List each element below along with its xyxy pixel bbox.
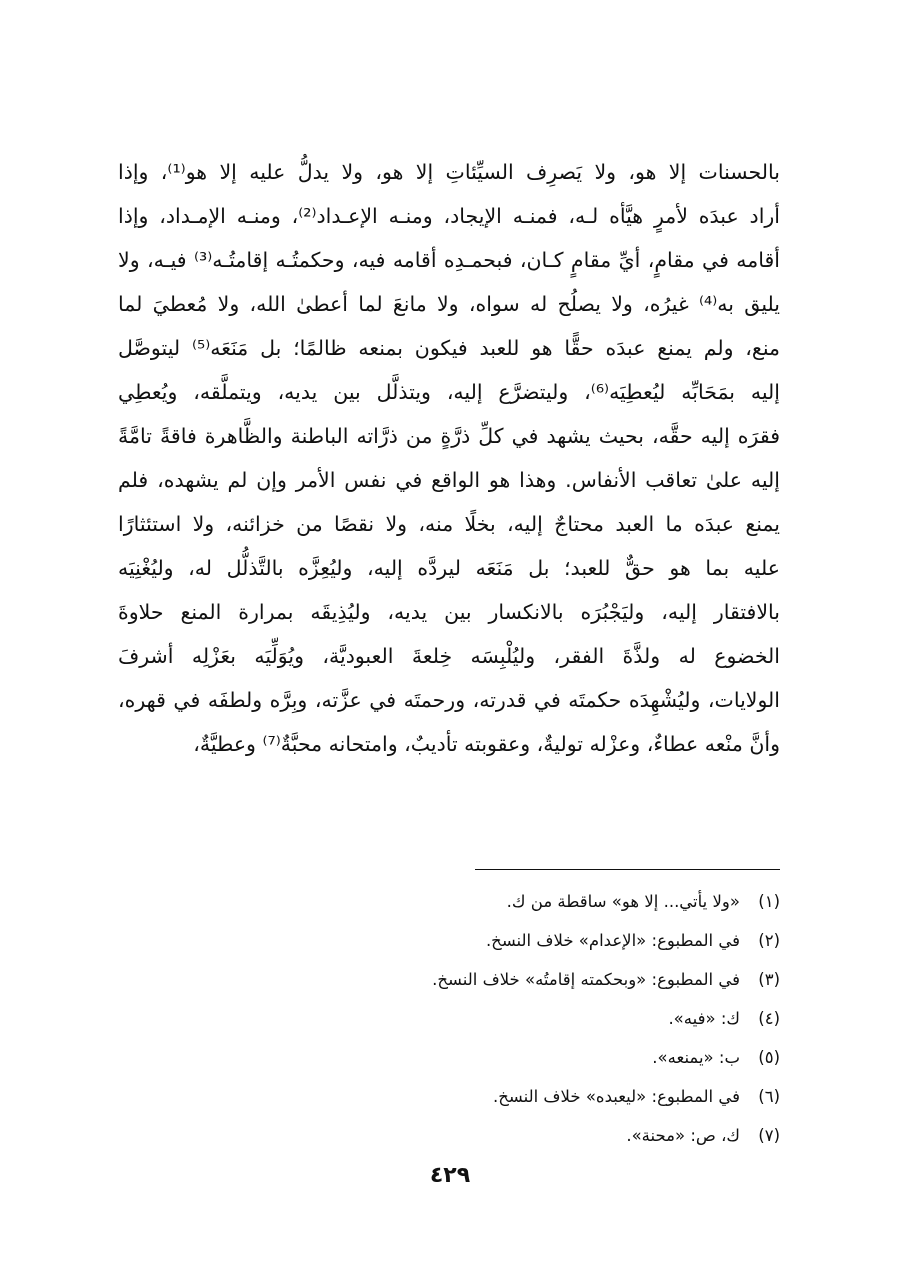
footnote-number: (٥) — [758, 1048, 780, 1067]
footnote-number: (٢) — [758, 931, 780, 950]
footnote-number: (٦) — [758, 1087, 780, 1106]
footnote-number: (٧) — [758, 1126, 780, 1145]
footnote-text: في المطبوع: «ليعبده» خلاف النسخ. — [492, 1087, 740, 1106]
text-line: بالحسنات إلا هو، ولا يَصرِف السيِّئاتِ إلا هو، ولا يدلُّ عليه إلا هو⁽¹⁾، وإذا — [118, 160, 780, 184]
footnote-number: (٣) — [758, 970, 780, 989]
text-line: فقرَه إليه حقَّه، بحيث يشهد في كلِّ ذرَّةٍ من ذرَّاته الباطنة والظَّاهرة فاقةً تامَّةً — [118, 424, 780, 448]
footnote — [118, 882, 780, 921]
footnote-separator — [475, 869, 780, 870]
text-line: أقامه في مقامٍ، أيِّ مقامٍ كـان، فبحمـدِه أقامه فيه، وحكمتُـه إقامتُـه⁽³⁾ فيـه، ولا — [118, 248, 780, 272]
footnote — [118, 1038, 780, 1077]
footnote — [118, 1116, 780, 1155]
text-line: إليه علىٰ تعاقب الأنفاس. وهذا هو الواقع في نفس الأمر وإن لم يشهده، فلم — [118, 468, 780, 492]
text-line: أراد عبدَه لأمرٍ هيَّأه لـه، فمنـه الإيجاد، ومنـه الإعـداد⁽²⁾، ومنـه الإمـداد، وإذا — [118, 204, 780, 228]
text-line: عليه بما هو حقٌّ للعبد؛ بل مَنَعَه ليردَّه إليه، وليُعِزَّه بالتَّذلُّل له، وليُغْنِيَه — [118, 556, 780, 580]
footnotes — [118, 882, 780, 1155]
footnote — [118, 999, 780, 1038]
footnote — [118, 1077, 780, 1116]
footnote — [118, 921, 780, 960]
footnote-text: في المطبوع: «الإعدام» خلاف النسخ. — [485, 931, 740, 950]
text-line: الخضوع له ولذَّةَ الفقر، وليُلْبِسَه خِلعةَ العبوديَّة، ويُوَلِّيَه بعَزْلِه أشرفَ — [118, 644, 780, 668]
footnote-text: ك: «فيه». — [668, 1009, 740, 1028]
text-line: منع، ولم يمنع عبدَه حقًّا هو للعبد فيكون بمنعه ظالمًا؛ بل مَنَعَه⁽⁵⁾ ليتوصَّل — [118, 336, 780, 360]
text-line: وأنَّ منْعه عطاءٌ، وعزْله توليةٌ، وعقوبته تأديبٌ، وامتحانه محبَّةٌ⁽⁷⁾ وعطيَّةٌ، — [193, 732, 780, 756]
footnote-number: (١) — [758, 892, 780, 911]
text-line: يليق به⁽⁴⁾ غيرُه، ولا يصلُح له سواه، ولا مانعَ لما أعطىٰ الله، ولا مُعطيَ لما — [118, 292, 780, 316]
main-text — [118, 150, 780, 766]
text-line: إليه بمَحَابِّه ليُعطِيَه⁽⁶⁾، وليتضرَّع إليه، ويتذلَّل بين يديه، ويتملَّقه، ويُعطِي — [118, 380, 780, 404]
text-line: يمنع عبدَه ما العبد محتاجٌ إليه، بخلًا منه، ولا نقصًا من خزائنه، ولا استئثارًا — [118, 512, 780, 536]
footnote-text: ك، ص: «محنة». — [626, 1126, 740, 1145]
footnote-text: في المطبوع: «وبحكمته إقامتُه» خلاف النسخ. — [432, 970, 740, 989]
text-line: الولايات، وليُشْهِدَه حكمتَه في قدرته، ورحمتَه في عزَّته، وبِرَّه ولطفَه في قهره، — [118, 688, 780, 712]
text-line: بالافتقار إليه، وليَجْبُرَه بالانكسار بين يديه، وليُذِيقَه بمرارة المنع حلاوةَ — [118, 600, 780, 624]
page-number: ٤٢٩ — [429, 1163, 471, 1188]
footnote-text: ب: «يمنعه». — [652, 1048, 740, 1067]
footnote-text: «ولا يأتي... إلا هو» ساقطة من ك. — [506, 892, 740, 911]
footnote — [118, 960, 780, 999]
footnote-number: (٤) — [758, 1009, 780, 1028]
